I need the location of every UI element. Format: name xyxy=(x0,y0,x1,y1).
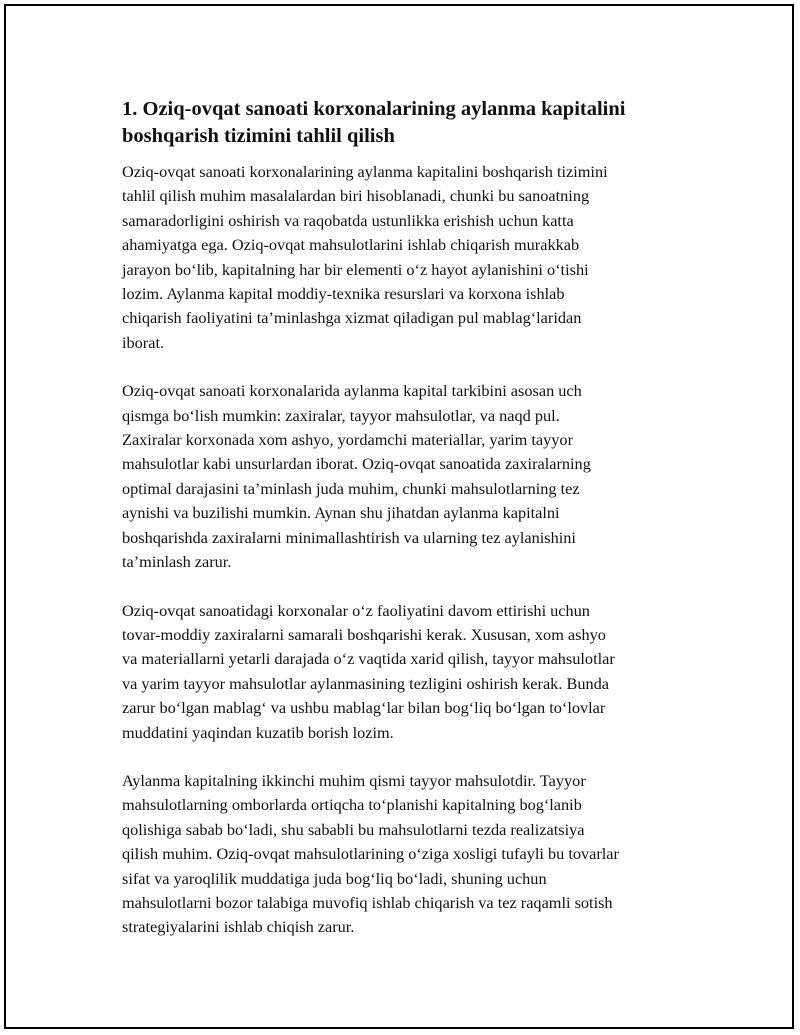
document-body xyxy=(122,96,692,964)
section-heading: 1. Oziq-ovqat sanoati korxonalarining aylanma kapitalini boshqarish tizimini tahlil qilish xyxy=(122,98,626,147)
paragraph-2: Oziq-ovqat sanoati korxonalarida aylanma kapital tarkibini asosan uch qismga boʻlish mumkin: zaxiralar, tayyor mahsulotlar, va naqd pul. Zaxiralar korxonada xom ashyo, yordamchi materiallar, yarim tayyor mahsulotlar kabi unsurlardan iborat. Oziq-ovqat sanoatida zaxiralarning optimal darajasini taʼminlash juda muhim, chunki mahsulotlarning tez aynishi va buzilishi mumkin. Aynan shu jihatdan aylanma kapitalni boshqarishda zaxiralarni minimallashtirish va ularning tez aylanishini taʼminlash zarur. xyxy=(122,381,591,572)
paragraph-4: Aylanma kapitalning ikkinchi muhim qismi tayyor mahsulotdir. Tayyor mahsulotlarning omborlarda ortiqcha toʻplanishi kapitalning bogʻlanib qolishiga sabab boʻladi, shu sababli bu mahsulotlarni tezda realizatsiya qilish muhim. Oziq-ovqat mahsulotlarining oʻziga xosligi tufayli bu tovarlar sifat va yaroqlilik muddatiga juda bogʻliq boʻladi, shuning uchun mahsulotlarni bozor talabiga muvofiq ishlab chiqarish va tez raqamli sotish strategiyalarini ishlab chiqish zarur. xyxy=(122,770,619,937)
paragraph-3: Oziq-ovqat sanoatidagi korxonalar oʻz faoliyatini davom ettirishi uchun tovar-moddiy zaxiralarni samarali boshqarishi kerak. Xususan, xom ashyo va materiallarni yetarli darajada oʻz vaqtida xarid qilish, tayyor mahsulotlar va yarim tayyor mahsulotlar aylanmasining tezligini oshirish kerak. Bunda zarur boʻlgan mablagʻ va ushbu mablagʻlar bilan bogʻliq boʻlgan toʻlovlar muddatini yaqindan kuzatib borish lozim. xyxy=(122,600,615,742)
paragraph-1: Oziq-ovqat sanoati korxonalarining aylanma kapitalini boshqarish tizimini tahlil qilish muhim masalalardan biri hisoblanadi, chunki bu sanoatning samaradorligini oshirish va raqobatda ustunlikka erishish uchun katta ahamiyatga ega. Oziq-ovqat mahsulotlarini ishlab chiqarish murakkab jarayon boʻlib, kapitalning har bir elementi oʻz hayot aylanishini oʻtishi lozim. Aylanma kapital moddiy-texnika resurslari va korxona ishlab chiqarish faoliyatini taʼminlashga xizmat qiladigan pul mablagʻlaridan iborat. xyxy=(122,162,608,352)
document-page xyxy=(4,4,794,1029)
